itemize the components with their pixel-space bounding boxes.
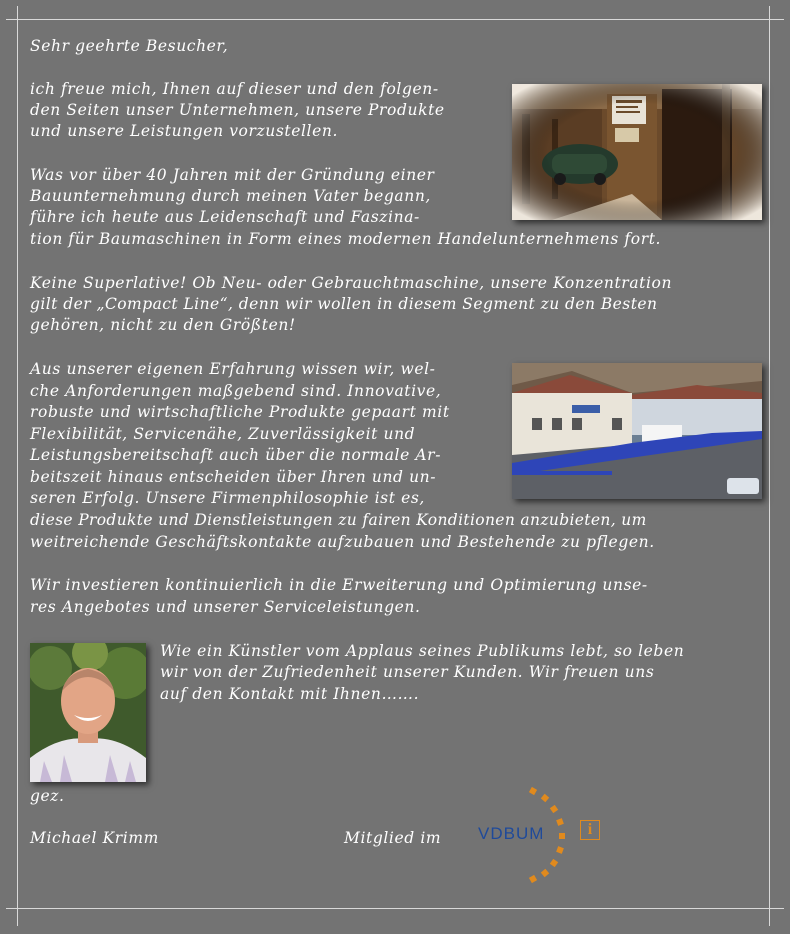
paragraph-2-line-1: Was vor über 40 Jahren mit der Gründung einer <box>30 166 435 184</box>
company-building-photo <box>512 363 762 499</box>
paragraph-2-line-3: führe ich heute aus Leidenschaft und Faszina- <box>30 208 420 226</box>
frame-left-line <box>17 6 18 926</box>
paragraph-4-line-6: beitszeit hinaus entscheiden über Ihren und un- <box>30 468 437 486</box>
paragraph-6-line-3: auf den Kontakt mit Ihnen……. <box>160 685 420 703</box>
historic-garage-photo <box>512 84 762 220</box>
frame-right-line <box>769 6 770 926</box>
paragraph-1-line-3: und unsere Leistungen vorzustellen. <box>30 122 338 140</box>
paragraph-4-line-9: weitreichende Geschäftskontakte aufzubauen und Bestehende zu pflegen. <box>30 533 655 551</box>
paragraph-5-line-2: res Angebotes und unserer Serviceleistungen. <box>30 598 421 616</box>
paragraph-1-line-1: ich freue mich, Ihnen auf dieser und den folgen- <box>30 80 439 98</box>
closing: gez. <box>30 787 65 805</box>
paragraph-5-line-1: Wir investieren kontinuierlich in die Erweiterung und Optimierung unse- <box>30 576 648 594</box>
paragraph-1-line-2: den Seiten unser Unternehmen, unsere Produkte <box>30 101 445 119</box>
paragraph-2-line-4: tion für Baumaschinen in Form eines modernen Handelunternehmens fort. <box>30 230 662 248</box>
paragraph-4-line-3: robuste und wirtschaftliche Produkte gepaart mit <box>30 403 450 421</box>
portrait-photo <box>30 643 146 782</box>
paragraph-4-line-5: Leistungsbereitschaft auch über die normale Ar- <box>30 446 442 464</box>
info-icon: i <box>580 820 600 840</box>
paragraph-4-line-4: Flexibilität, Servicenähe, Zuverlässigkeit und <box>30 425 416 443</box>
paragraph-4-line-2: che Anforderungen maßgebend sind. Innovative, <box>30 382 442 400</box>
vdbum-logo[interactable] <box>478 786 608 884</box>
paragraph-4-line-7: seren Erfolg. Unsere Firmenphilosophie ist es, <box>30 489 425 507</box>
signature-name: Michael Krimm <box>30 829 159 847</box>
paragraph-4-line-8: diese Produkte und Dienstleistungen zu fairen Konditionen anzubieten, um <box>30 511 647 529</box>
paragraph-6-line-1: Wie ein Künstler vom Applaus seines Publikums lebt, so leben <box>160 642 685 660</box>
paragraph-4-line-1: Aus unserer eigenen Erfahrung wissen wir, wel- <box>30 360 436 378</box>
paragraph-3-line-1: Keine Superlative! Ob Neu- oder Gebrauchtmaschine, unsere Konzentration <box>30 274 673 292</box>
member-label: Mitglied im <box>344 829 442 847</box>
paragraph-6-line-2: wir von der Zufriedenheit unserer Kunden. Wir freuen uns <box>160 663 655 681</box>
greeting: Sehr geehrte Besucher, <box>30 37 229 55</box>
paragraph-3-line-2: gilt der „Compact Line“, denn wir wollen in diesem Segment zu den Besten <box>30 295 658 313</box>
frame-top-line <box>6 19 784 20</box>
paragraph-3-line-3: gehören, nicht zu den Größten! <box>30 316 296 334</box>
paragraph-2-line-2: Bauunternehmung durch meinen Vater begann, <box>30 187 431 205</box>
vdbum-logo-text: VDBUM <box>478 824 545 843</box>
frame-bottom-line <box>6 908 784 909</box>
